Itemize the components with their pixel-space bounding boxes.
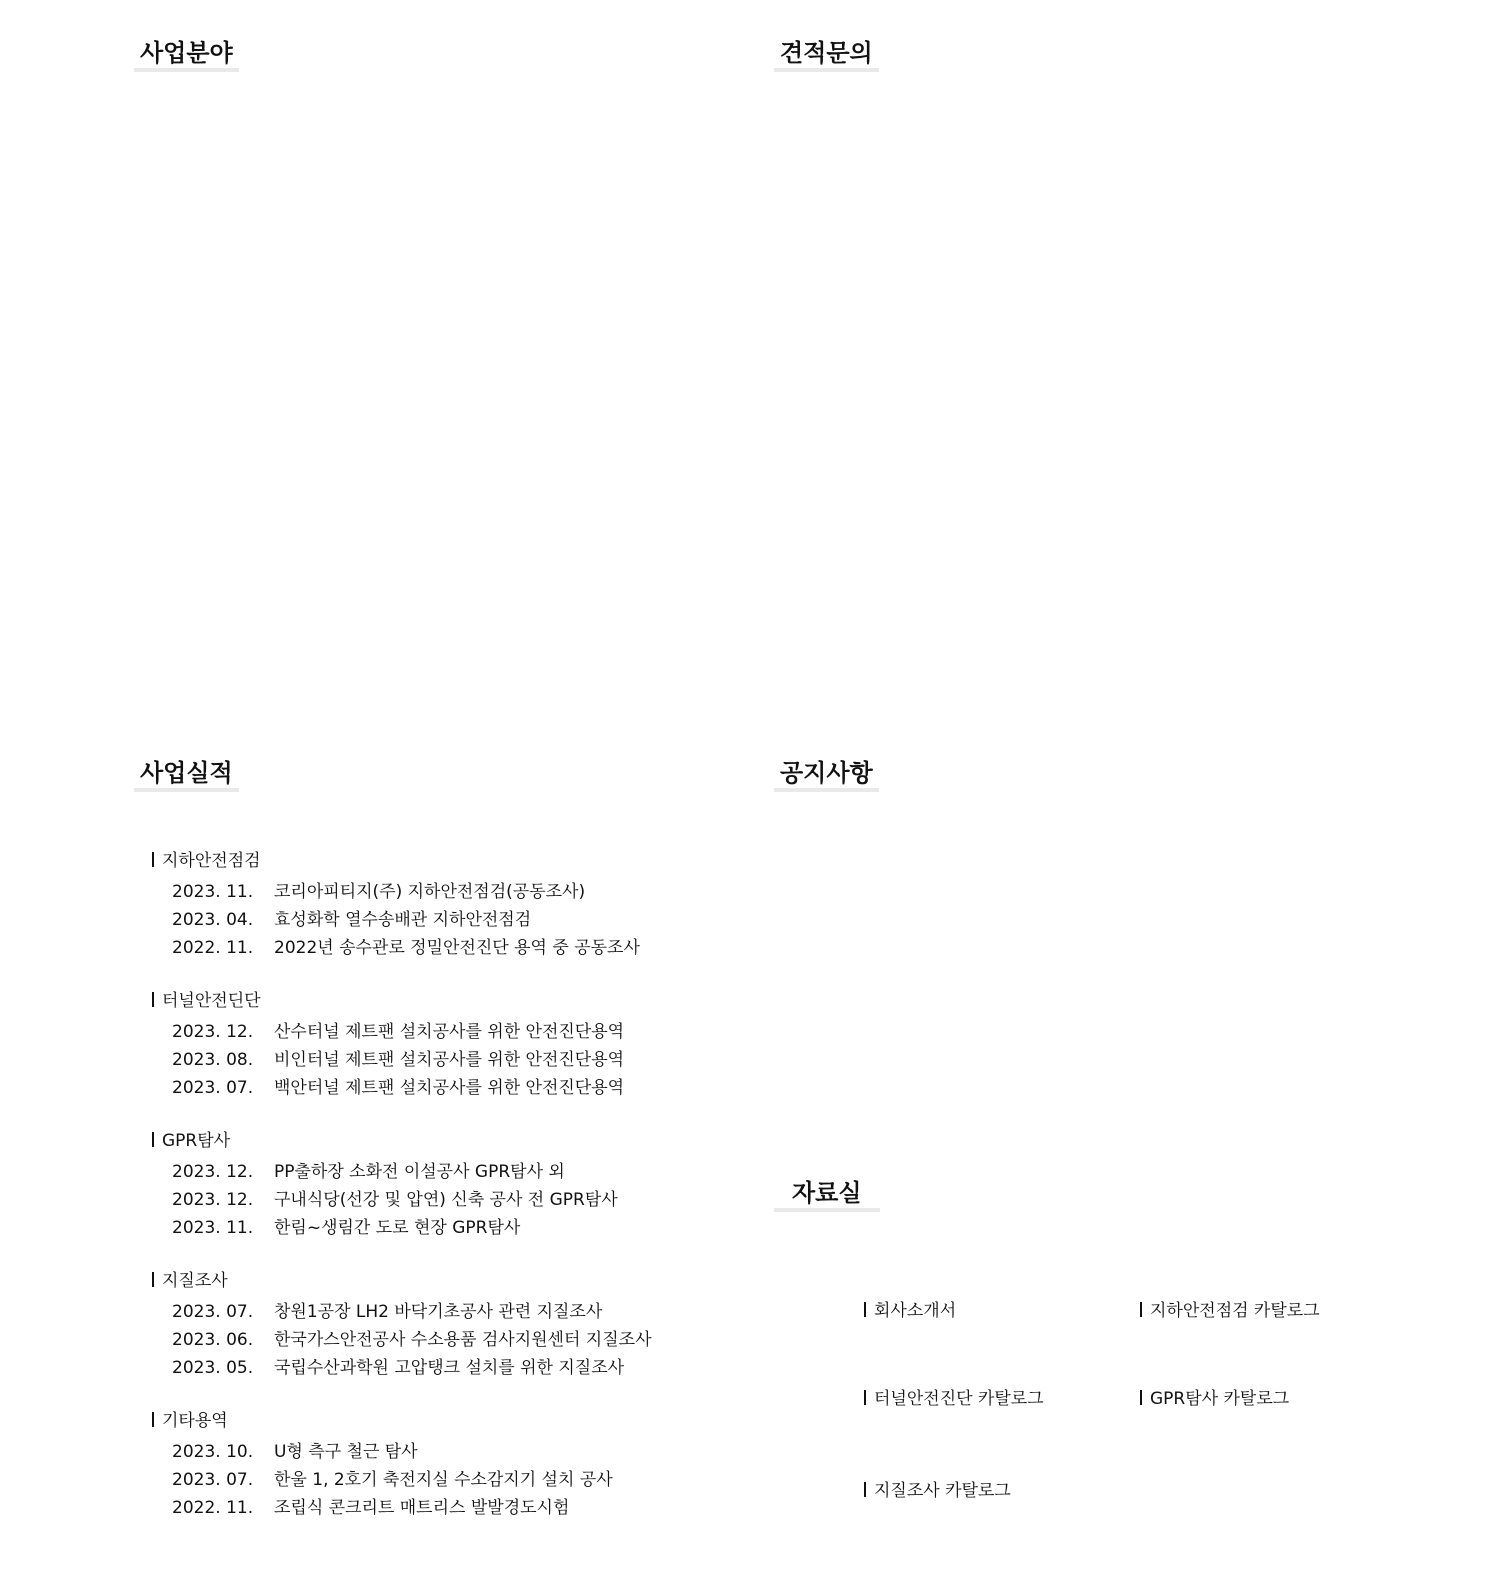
achievement-date: 2023. 11. [172,882,254,902]
bar-marker [1140,1302,1142,1317]
achievement-date: 2023. 05. [172,1358,254,1378]
achievement-title: 백안터널 제트팬 설치공사를 위한 안전진단용역 [274,1078,625,1098]
achievement-row [152,1326,712,1354]
achievement-title: 국립수산과학원 고압탱크 설치를 위한 지질조사 [274,1358,625,1378]
category-label: 터널안전딘단 [162,991,261,1011]
achievement-title: 조립식 콘크리트 매트리스 발발경도시험 [274,1498,570,1518]
bar-marker [1140,1390,1142,1405]
achievement-date: 2023. 07. [172,1470,254,1490]
achievement-row [152,906,712,934]
bar-marker [152,1132,154,1147]
achievement-title: 2022년 송수관로 정밀안전진단 용역 중 공동조사 [274,938,640,958]
achievements-list [152,850,712,1550]
achievement-title: 비인터널 제트팬 설치공사를 위한 안전진단용역 [274,1050,625,1070]
achievement-date: 2023. 12. [172,1022,254,1042]
archive-link-company-profile[interactable] [864,1300,956,1322]
achievement-row [152,1046,712,1074]
achievement-row [152,1466,712,1494]
bar-marker [864,1482,866,1497]
category-title [152,1270,712,1292]
achievement-row [152,1214,712,1242]
achievement-row [152,1494,712,1522]
category-label: 지하안전점검 [162,851,261,871]
achievement-title: PP출하장 소화전 이설공사 GPR탐사 외 [274,1162,565,1182]
bar-marker [152,992,154,1007]
bar-marker [152,1272,154,1287]
achievement-date: 2023. 08. [172,1050,254,1070]
bar-marker [152,852,154,867]
achievement-title: 구내식당(선강 및 압연) 신축 공사 전 GPR탐사 [274,1190,618,1210]
achievement-category [152,1410,712,1522]
section-title-notices: 공지사항 [774,758,879,792]
achievement-row [152,1186,712,1214]
achievement-date: 2022. 11. [172,1498,254,1518]
category-title [152,850,712,872]
achievement-row [152,1354,712,1382]
category-title [152,1130,712,1152]
section-title-estimate-inquiry: 견적문의 [774,38,879,72]
section-title-business-areas: 사업분야 [134,38,239,72]
section-title-archive: 자료실 [774,1178,880,1212]
achievement-title: 한국가스안전공사 수소용품 검사지원센터 지질조사 [274,1330,652,1350]
category-title [152,1410,712,1432]
category-title [152,990,712,1012]
section-title-achievements: 사업실적 [134,758,239,792]
archive-link-label: 터널안전진단 카탈로그 [874,1389,1044,1409]
achievement-title: 산수터널 제트팬 설치공사를 위한 안전진단용역 [274,1022,625,1042]
archive-link-label: 지하안전점검 카탈로그 [1150,1301,1320,1321]
achievement-date: 2023. 06. [172,1330,254,1350]
archive-link-gpr-catalog[interactable] [1140,1388,1289,1410]
archive-link-label: 회사소개서 [874,1301,957,1321]
bar-marker [864,1302,866,1317]
achievement-date: 2023. 11. [172,1218,254,1238]
achievement-row [152,878,712,906]
achievement-row [152,1438,712,1466]
achievement-row [152,1074,712,1102]
archive-link-label: GPR탐사 카탈로그 [1150,1389,1290,1409]
achievement-title: 효성화학 열수송배관 지하안전점검 [274,910,532,930]
achievement-category [152,850,712,962]
achievement-date: 2023. 12. [172,1190,254,1210]
achievement-date: 2023. 12. [172,1162,254,1182]
achievement-row [152,934,712,962]
archive-link-label: 지질조사 카탈로그 [874,1481,1011,1501]
achievement-row [152,1018,712,1046]
archive-link-underground-catalog[interactable] [1140,1300,1320,1322]
achievement-date: 2023. 10. [172,1442,254,1462]
achievement-date: 2023. 04. [172,910,254,930]
achievement-title: 창원1공장 LH2 바닥기초공사 관련 지질조사 [274,1302,603,1322]
category-label: 기타용역 [162,1411,228,1431]
achievement-category [152,990,712,1102]
achievement-title: 코리아피티지(주) 지하안전점검(공동조사) [274,882,586,902]
achievement-title: U형 측구 철근 탐사 [274,1442,418,1462]
achievement-row [152,1298,712,1326]
achievement-title: 한림~생림간 도로 현장 GPR탐사 [274,1218,521,1238]
category-label: GPR탐사 [162,1131,231,1151]
category-label: 지질조사 [162,1271,228,1291]
achievement-date: 2023. 07. [172,1078,254,1098]
archive-link-tunnel-catalog[interactable] [864,1388,1044,1410]
achievement-category [152,1130,712,1242]
achievement-date: 2022. 11. [172,938,254,958]
achievement-date: 2023. 07. [172,1302,254,1322]
bar-marker [152,1412,154,1427]
archive-link-geology-catalog[interactable] [864,1480,1011,1502]
achievement-category [152,1270,712,1382]
achievement-title: 한울 1, 2호기 축전지실 수소감지기 설치 공사 [274,1470,613,1490]
achievement-row [152,1158,712,1186]
bar-marker [864,1390,866,1405]
